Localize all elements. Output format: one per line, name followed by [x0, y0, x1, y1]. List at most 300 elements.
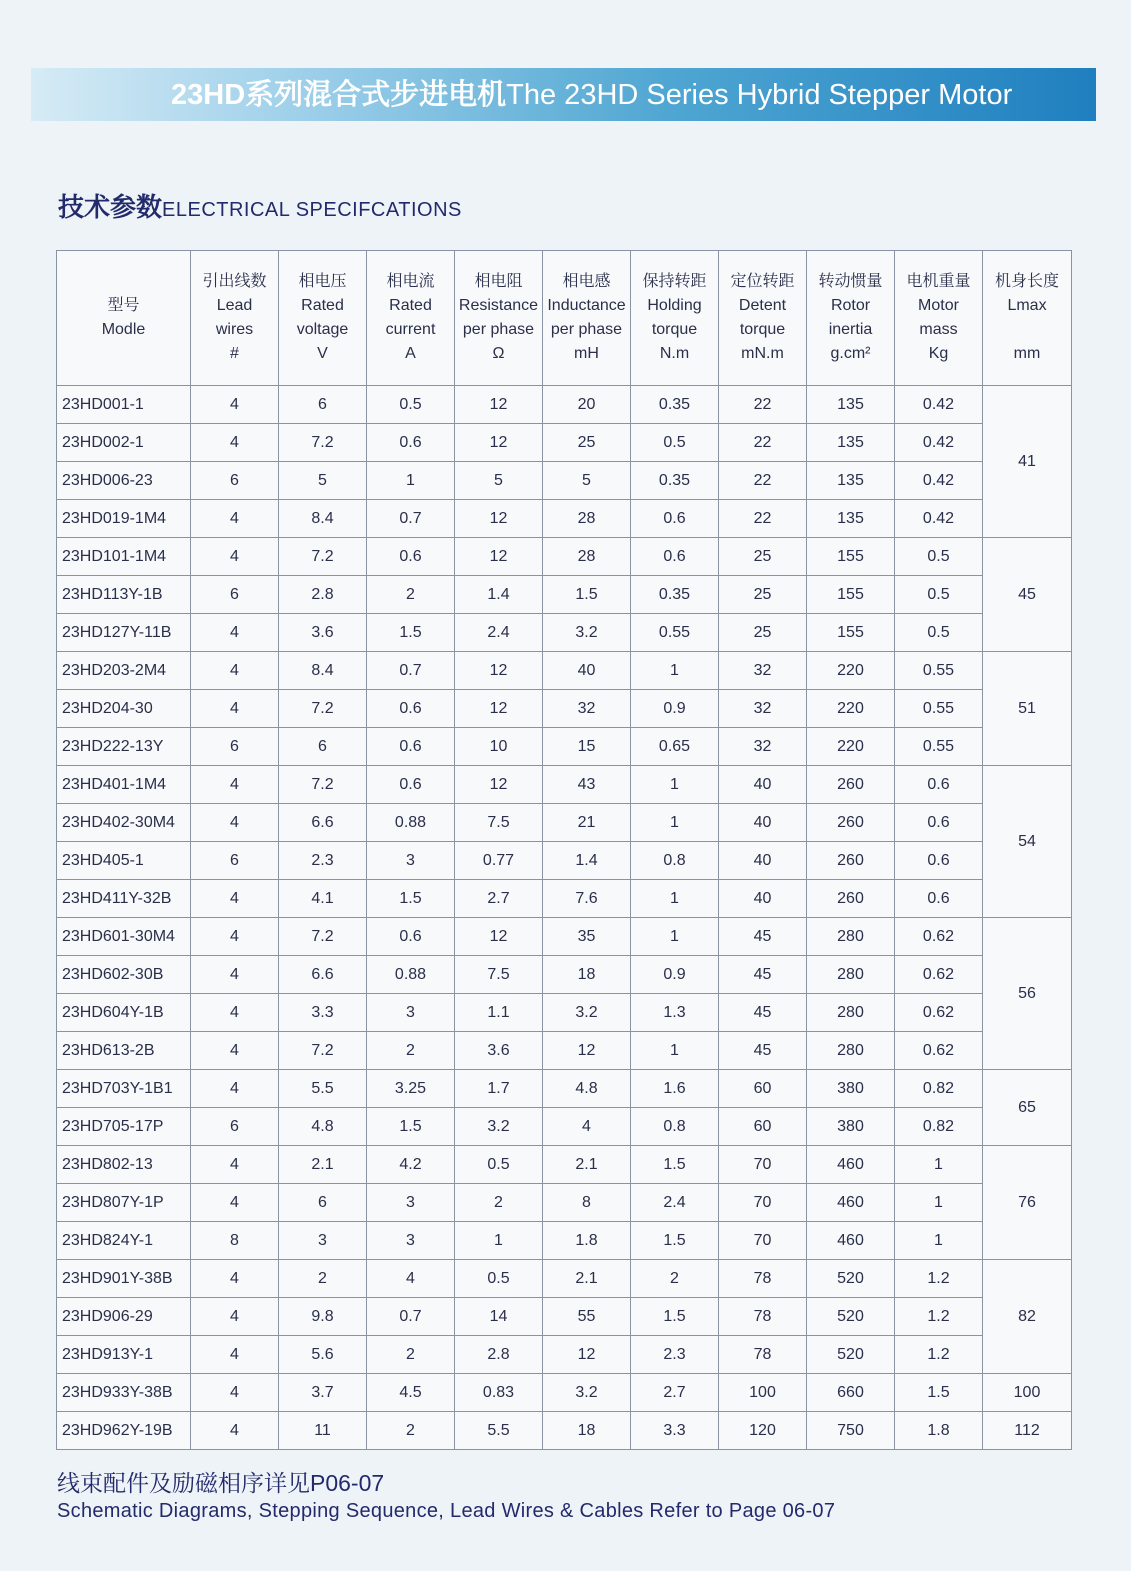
table-cell: 3: [367, 842, 455, 880]
model-cell: 23HD204-30: [57, 690, 191, 728]
table-cell: 12: [455, 500, 543, 538]
column-header-line: Rated: [301, 297, 344, 314]
table-body: [57, 386, 1072, 1450]
table-cell: 11: [279, 1412, 367, 1450]
column-header-line: 相电阻: [474, 273, 523, 290]
table-cell: 12: [455, 690, 543, 728]
table-row: [57, 918, 1072, 956]
table-cell: 6: [191, 576, 279, 614]
table-cell: 120: [719, 1412, 807, 1450]
table-cell: 22: [719, 500, 807, 538]
table-cell: 460: [807, 1184, 895, 1222]
table-cell: 20: [543, 386, 631, 424]
table-cell: 4.8: [543, 1070, 631, 1108]
table-cell: 0.6: [895, 880, 983, 918]
table-cell: 32: [719, 690, 807, 728]
column-header-line: 型号: [107, 297, 140, 314]
lmax-cell: 45: [983, 538, 1072, 652]
table-cell: 5: [455, 462, 543, 500]
table-cell: 5: [543, 462, 631, 500]
table-cell: 280: [807, 994, 895, 1032]
table-cell: 1.5: [367, 1108, 455, 1146]
table-cell: 0.5: [895, 576, 983, 614]
table-cell: 32: [543, 690, 631, 728]
table-cell: 3.2: [455, 1108, 543, 1146]
table-cell: 1.5: [367, 614, 455, 652]
table-row: [57, 1260, 1072, 1298]
section-title: [58, 190, 462, 229]
banner-title: [171, 76, 1012, 114]
column-header-line: 保持转距: [642, 273, 707, 290]
model-cell: 23HD705-17P: [57, 1108, 191, 1146]
model-cell: 23HD113Y-1B: [57, 576, 191, 614]
table-cell: 2: [367, 1412, 455, 1450]
column-header-line: Kg: [928, 345, 949, 362]
table-cell: 8: [191, 1222, 279, 1260]
column-header-line: A: [405, 345, 416, 362]
table-cell: 0.55: [895, 690, 983, 728]
column-header-line: Motor: [918, 297, 959, 314]
lmax-cell: 100: [983, 1374, 1072, 1412]
table-cell: 45: [719, 1032, 807, 1070]
table-cell: 3.6: [455, 1032, 543, 1070]
model-cell: 23HD402-30M4: [57, 804, 191, 842]
table-cell: 25: [719, 614, 807, 652]
model-cell: 23HD807Y-1P: [57, 1184, 191, 1222]
table-cell: 32: [719, 652, 807, 690]
table-cell: 1: [895, 1184, 983, 1222]
column-header-line: #: [230, 345, 239, 362]
table-cell: 1: [631, 880, 719, 918]
table-row: [57, 880, 1072, 918]
table-cell: 4.5: [367, 1374, 455, 1412]
table-cell: 135: [807, 462, 895, 500]
table-header-row: [57, 251, 1072, 386]
table-cell: 7.6: [543, 880, 631, 918]
table-cell: 0.6: [367, 538, 455, 576]
table-cell: 4.1: [279, 880, 367, 918]
table-cell: 5.5: [279, 1070, 367, 1108]
table-row: [57, 386, 1072, 424]
column-header-line: per phase: [462, 321, 535, 338]
table-cell: 14: [455, 1298, 543, 1336]
page-banner: [31, 68, 1096, 121]
table-cell: 260: [807, 880, 895, 918]
table-cell: 12: [455, 652, 543, 690]
table-cell: 1.8: [543, 1222, 631, 1260]
spec-table: [56, 250, 1072, 1450]
column-header-line: Modle: [101, 321, 146, 338]
table-cell: 35: [543, 918, 631, 956]
model-cell: 23HD802-13: [57, 1146, 191, 1184]
table-cell: 0.6: [895, 766, 983, 804]
table-cell: 40: [543, 652, 631, 690]
model-cell: 23HD401-1M4: [57, 766, 191, 804]
table-cell: 1.8: [895, 1412, 983, 1450]
table-cell: 78: [719, 1336, 807, 1374]
column-header-line: 相电压: [298, 273, 347, 290]
table-cell: 4.2: [367, 1146, 455, 1184]
table-cell: 1: [631, 804, 719, 842]
table-cell: 0.62: [895, 994, 983, 1032]
table-cell: 4: [367, 1260, 455, 1298]
column-header: [895, 251, 983, 386]
column-header-line: Holding: [647, 297, 702, 314]
table-cell: 4: [191, 538, 279, 576]
column-header-line: voltage: [296, 321, 349, 338]
table-cell: 22: [719, 386, 807, 424]
table-cell: 2: [455, 1184, 543, 1222]
banner-title-cn: 23HD系列混合式步进电机: [171, 79, 507, 111]
table-row: [57, 424, 1072, 462]
table-cell: 43: [543, 766, 631, 804]
column-header: [543, 251, 631, 386]
table-cell: 25: [719, 538, 807, 576]
table-cell: 0.9: [631, 690, 719, 728]
table-cell: 6.6: [279, 804, 367, 842]
table-cell: 3.6: [279, 614, 367, 652]
table-cell: 100: [719, 1374, 807, 1412]
column-header-line: 转动惯量: [818, 273, 883, 290]
table-cell: 4: [191, 1374, 279, 1412]
column-header-line: mH: [574, 345, 599, 362]
table-cell: 7.2: [279, 538, 367, 576]
table-cell: 0.42: [895, 386, 983, 424]
table-cell: 3.2: [543, 614, 631, 652]
column-header-line: mass: [919, 321, 958, 338]
table-cell: 260: [807, 766, 895, 804]
model-cell: 23HD901Y-38B: [57, 1260, 191, 1298]
table-cell: 0.6: [631, 500, 719, 538]
table-row: [57, 538, 1072, 576]
table-cell: 4: [191, 652, 279, 690]
table-cell: 660: [807, 1374, 895, 1412]
table-cell: 260: [807, 804, 895, 842]
model-cell: 23HD222-13Y: [57, 728, 191, 766]
model-cell: 23HD602-30B: [57, 956, 191, 994]
table-cell: 1.2: [895, 1336, 983, 1374]
table-cell: 220: [807, 728, 895, 766]
table-cell: 10: [455, 728, 543, 766]
column-header: [631, 251, 719, 386]
table-cell: 15: [543, 728, 631, 766]
table-cell: 2.1: [279, 1146, 367, 1184]
column-header: [191, 251, 279, 386]
table-cell: 32: [719, 728, 807, 766]
model-cell: 23HD906-29: [57, 1298, 191, 1336]
table-cell: 2: [279, 1260, 367, 1298]
table-cell: 155: [807, 538, 895, 576]
table-cell: 6: [191, 1108, 279, 1146]
table-cell: 70: [719, 1222, 807, 1260]
banner-title-en: The 23HD Series Hybrid Stepper Motor: [506, 79, 1013, 111]
column-header-line: 相电感: [562, 273, 611, 290]
table-cell: 4: [191, 880, 279, 918]
table-cell: 28: [543, 500, 631, 538]
table-cell: 7.2: [279, 424, 367, 462]
column-header-line: 电机重量: [906, 273, 971, 290]
model-cell: 23HD913Y-1: [57, 1336, 191, 1374]
table-row: [57, 766, 1072, 804]
table-cell: 0.42: [895, 462, 983, 500]
model-cell: 23HD101-1M4: [57, 538, 191, 576]
table-cell: 60: [719, 1108, 807, 1146]
column-header-line: current: [385, 321, 436, 338]
table-cell: 8.4: [279, 500, 367, 538]
footer-note-en: Schematic Diagrams, Stepping Sequence, Lead Wires & Cables Refer to Page 06-07: [57, 1500, 836, 1522]
column-header-line: Lmax: [1007, 297, 1047, 314]
table-cell: 70: [719, 1146, 807, 1184]
table-cell: 0.7: [367, 500, 455, 538]
model-cell: 23HD604Y-1B: [57, 994, 191, 1032]
table-cell: 1.4: [455, 576, 543, 614]
table-cell: 2.4: [631, 1184, 719, 1222]
table-cell: 4: [191, 994, 279, 1032]
table-cell: 7.5: [455, 804, 543, 842]
column-header-line: mN.m: [741, 345, 784, 362]
column-header-line: Lead: [216, 297, 253, 314]
column-header-line: 机身长度: [994, 273, 1059, 290]
table-cell: 3.25: [367, 1070, 455, 1108]
lmax-cell: 56: [983, 918, 1072, 1070]
table-cell: 0.9: [631, 956, 719, 994]
table-cell: 2.3: [631, 1336, 719, 1374]
table-cell: 1.2: [895, 1260, 983, 1298]
table-cell: 1: [367, 462, 455, 500]
table-cell: 2.4: [455, 614, 543, 652]
table-row: [57, 1336, 1072, 1374]
table-row: [57, 462, 1072, 500]
table-cell: 7.2: [279, 918, 367, 956]
table-cell: 4: [191, 424, 279, 462]
table-cell: 22: [719, 424, 807, 462]
table-cell: 12: [543, 1032, 631, 1070]
model-cell: 23HD601-30M4: [57, 918, 191, 956]
table-cell: 2.1: [543, 1260, 631, 1298]
table-cell: 78: [719, 1298, 807, 1336]
table-cell: 4: [191, 1146, 279, 1184]
column-header-line: Rated: [389, 297, 432, 314]
table-cell: 0.5: [631, 424, 719, 462]
table-cell: 220: [807, 652, 895, 690]
table-cell: 25: [719, 576, 807, 614]
column-header: [983, 251, 1072, 386]
table-cell: 1: [895, 1222, 983, 1260]
table-row: [57, 1184, 1072, 1222]
table-row: [57, 1070, 1072, 1108]
table-cell: 5.5: [455, 1412, 543, 1450]
table-cell: 1.5: [895, 1374, 983, 1412]
table-cell: 0.8: [631, 1108, 719, 1146]
column-header-line: torque: [651, 321, 698, 338]
table-cell: 6: [279, 1184, 367, 1222]
table-cell: 520: [807, 1298, 895, 1336]
table-cell: 7.2: [279, 1032, 367, 1070]
table-cell: 0.82: [895, 1108, 983, 1146]
model-cell: 23HD824Y-1: [57, 1222, 191, 1260]
table-cell: 7.2: [279, 766, 367, 804]
table-cell: 25: [543, 424, 631, 462]
table-cell: 6: [191, 462, 279, 500]
table-cell: 12: [455, 918, 543, 956]
table-cell: 4: [191, 1412, 279, 1450]
table-cell: 1.5: [631, 1298, 719, 1336]
table-cell: 1: [631, 766, 719, 804]
table-cell: 2: [367, 576, 455, 614]
table-cell: 460: [807, 1146, 895, 1184]
table-cell: 0.83: [455, 1374, 543, 1412]
table-cell: 2.8: [279, 576, 367, 614]
table-cell: 0.55: [895, 652, 983, 690]
table-cell: 0.82: [895, 1070, 983, 1108]
table-cell: 1: [631, 918, 719, 956]
section-title-en: ELECTRICAL SPECIFCATIONS: [162, 199, 462, 221]
table-cell: 0.5: [895, 614, 983, 652]
table-cell: 0.5: [455, 1260, 543, 1298]
column-header-line: Detent: [738, 297, 787, 314]
table-cell: 6: [279, 386, 367, 424]
column-header-line: Inductance: [547, 297, 626, 314]
table-cell: 1: [631, 1032, 719, 1070]
table-cell: 4: [191, 1032, 279, 1070]
table-cell: 2.3: [279, 842, 367, 880]
table-cell: 28: [543, 538, 631, 576]
table-row: [57, 728, 1072, 766]
table-cell: 6: [191, 728, 279, 766]
table-cell: 1: [631, 652, 719, 690]
table-cell: 0.6: [367, 918, 455, 956]
table-row: [57, 1374, 1072, 1412]
table-cell: 1: [895, 1146, 983, 1184]
column-header-line: N.m: [659, 345, 690, 362]
model-cell: 23HD933Y-38B: [57, 1374, 191, 1412]
table-cell: 1.1: [455, 994, 543, 1032]
table-cell: 0.55: [631, 614, 719, 652]
table-cell: 4: [191, 500, 279, 538]
table-cell: 0.6: [631, 538, 719, 576]
table-cell: 4: [191, 766, 279, 804]
table-cell: 2: [367, 1032, 455, 1070]
table-cell: 78: [719, 1260, 807, 1298]
table-cell: 4: [191, 614, 279, 652]
column-header-line: Resistance: [458, 297, 539, 314]
table-cell: 2: [631, 1260, 719, 1298]
table-cell: 1.7: [455, 1070, 543, 1108]
table-cell: 135: [807, 424, 895, 462]
table-cell: 3.3: [279, 994, 367, 1032]
table-cell: 3: [367, 994, 455, 1032]
table-cell: 18: [543, 1412, 631, 1450]
table-cell: 9.8: [279, 1298, 367, 1336]
table-cell: 750: [807, 1412, 895, 1450]
table-cell: 4: [191, 956, 279, 994]
table-cell: 1.3: [631, 994, 719, 1032]
table-cell: 6: [191, 842, 279, 880]
column-header-line: 引出线数: [202, 273, 267, 290]
table-cell: 0.8: [631, 842, 719, 880]
table-cell: 40: [719, 804, 807, 842]
model-cell: 23HD613-2B: [57, 1032, 191, 1070]
column-header-line: Ω: [492, 345, 505, 362]
table-cell: 40: [719, 842, 807, 880]
table-row: [57, 956, 1072, 994]
table-cell: 0.5: [895, 538, 983, 576]
table-row: [57, 804, 1072, 842]
table-cell: 3.7: [279, 1374, 367, 1412]
table-row: [57, 1032, 1072, 1070]
table-cell: 4: [191, 918, 279, 956]
table-cell: 380: [807, 1070, 895, 1108]
table-cell: 12: [455, 386, 543, 424]
table-cell: 0.35: [631, 462, 719, 500]
table-cell: 1.2: [895, 1298, 983, 1336]
table-cell: 0.5: [455, 1146, 543, 1184]
column-header-line: wires: [215, 321, 254, 338]
table-cell: 40: [719, 766, 807, 804]
model-cell: 23HD203-2M4: [57, 652, 191, 690]
table-cell: 7.5: [455, 956, 543, 994]
table-cell: 155: [807, 614, 895, 652]
table-cell: 280: [807, 956, 895, 994]
table-cell: 2: [367, 1336, 455, 1374]
table-cell: 8: [543, 1184, 631, 1222]
model-cell: 23HD962Y-19B: [57, 1412, 191, 1450]
model-cell: 23HD411Y-32B: [57, 880, 191, 918]
table-cell: 4: [191, 1260, 279, 1298]
table-cell: 380: [807, 1108, 895, 1146]
column-header: [279, 251, 367, 386]
footer-note-cn: 线束配件及励磁相序详见P06-07: [57, 1470, 385, 1496]
table-cell: 3.3: [631, 1412, 719, 1450]
table-cell: 55: [543, 1298, 631, 1336]
model-cell: 23HD127Y-11B: [57, 614, 191, 652]
table-cell: 460: [807, 1222, 895, 1260]
table-cell: 2.8: [455, 1336, 543, 1374]
table-cell: 0.6: [367, 728, 455, 766]
table-row: [57, 576, 1072, 614]
table-cell: 4.8: [279, 1108, 367, 1146]
table-cell: 5.6: [279, 1336, 367, 1374]
column-header-line: [983, 318, 1071, 342]
table-cell: 0.7: [367, 652, 455, 690]
table-cell: 70: [719, 1184, 807, 1222]
table-cell: 4: [191, 690, 279, 728]
table-cell: 220: [807, 690, 895, 728]
table-cell: 280: [807, 918, 895, 956]
table-cell: 0.6: [895, 804, 983, 842]
model-cell: 23HD002-1: [57, 424, 191, 462]
table-cell: 4: [191, 804, 279, 842]
lmax-cell: 112: [983, 1412, 1072, 1450]
table-cell: 0.6: [367, 690, 455, 728]
model-cell: 23HD703Y-1B1: [57, 1070, 191, 1108]
table-cell: 22: [719, 462, 807, 500]
table-cell: 260: [807, 842, 895, 880]
table-cell: 5: [279, 462, 367, 500]
lmax-cell: 54: [983, 766, 1072, 918]
table-cell: 4: [191, 386, 279, 424]
column-header-line: g.cm²: [830, 345, 871, 362]
lmax-cell: 41: [983, 386, 1072, 538]
table-row: [57, 1298, 1072, 1336]
table-cell: 0.88: [367, 956, 455, 994]
table-cell: 45: [719, 956, 807, 994]
section-title-cn: 技术参数: [58, 192, 163, 222]
table-row: [57, 652, 1072, 690]
column-header-line: V: [317, 345, 328, 362]
table-row: [57, 614, 1072, 652]
table-cell: 60: [719, 1070, 807, 1108]
